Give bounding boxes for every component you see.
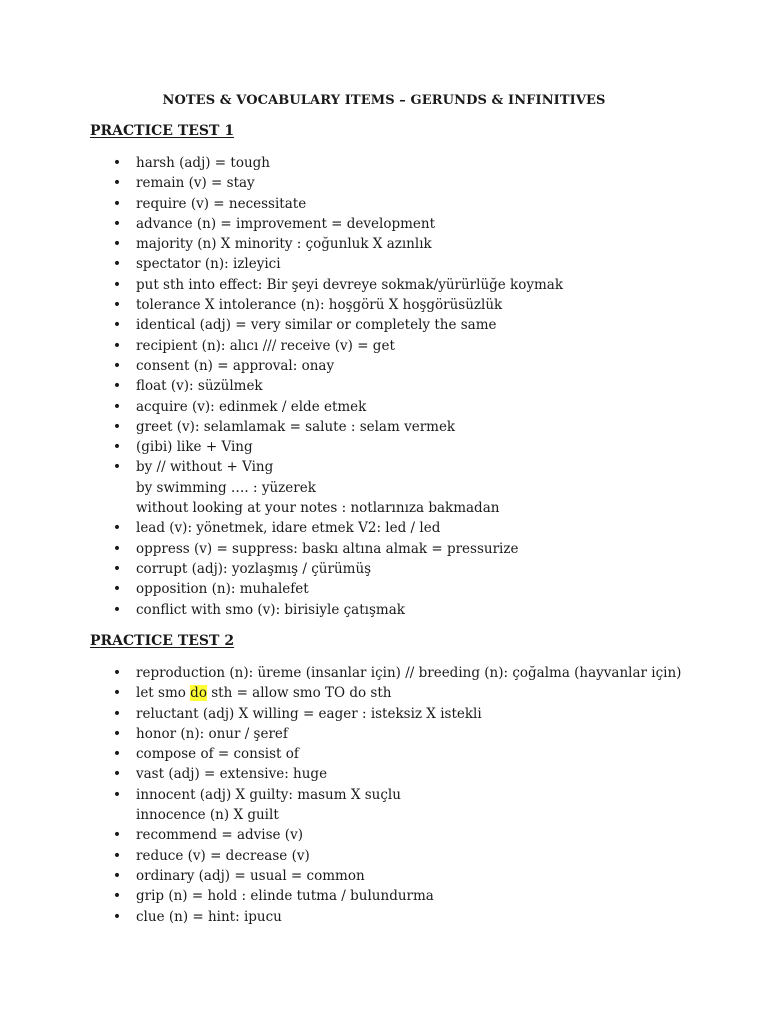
bullet-icon: • xyxy=(112,418,122,435)
vocab-text: ordinary (adj) = usual = common xyxy=(136,867,365,884)
vocab-item xyxy=(112,437,563,457)
bullet-icon: • xyxy=(112,746,122,763)
vocab-text: harsh (adj) = tough xyxy=(136,155,270,171)
vocab-item xyxy=(112,173,563,193)
vocab-item-continuation xyxy=(112,478,563,498)
bullet-icon: • xyxy=(112,337,122,354)
vocab-item xyxy=(112,600,563,620)
vocab-item xyxy=(112,153,563,173)
bullet-icon: • xyxy=(112,276,122,293)
vocab-text: innocence (n) X guilt xyxy=(136,807,279,824)
vocab-item xyxy=(112,376,563,396)
vocab-text: reluctant (adj) X willing = eager : isteksiz X istekli xyxy=(136,705,482,722)
vocab-text: consent (n) = approval: onay xyxy=(136,357,335,374)
bullet-icon: • xyxy=(112,685,122,702)
vocab-item xyxy=(112,886,681,906)
vocab-text: vast (adj) = extensive: huge xyxy=(136,766,328,783)
vocab-text: majority (n) X minority : çoğunluk X azınlık xyxy=(136,236,432,253)
bullet-icon: • xyxy=(112,766,122,783)
vocab-item xyxy=(112,214,563,234)
vocab-item xyxy=(112,234,563,254)
vocab-text: acquire (v): edinmek / elde etmek xyxy=(136,398,367,415)
bullet-icon: • xyxy=(112,297,122,314)
vocab-item xyxy=(112,825,681,845)
vocab-text: conflict with smo (v): birisiyle çatışmak xyxy=(136,601,405,618)
bullet-icon: • xyxy=(112,786,122,803)
vocab-text: recipient (n): alıcı /// receive (v) = get xyxy=(136,337,395,354)
bullet-icon: • xyxy=(112,256,122,273)
vocab-item xyxy=(112,846,681,866)
bullet-icon: • xyxy=(112,155,122,171)
vocab-list-practice-test-1 xyxy=(112,153,563,620)
bullet-icon: • xyxy=(112,847,122,864)
vocab-text: tolerance X intolerance (n): hoşgörü X hoşgörüsüzlük xyxy=(136,297,503,314)
bullet-icon: • xyxy=(112,908,122,925)
vocab-item xyxy=(112,194,563,214)
vocab-item xyxy=(112,336,563,356)
vocab-item xyxy=(112,417,563,437)
section-heading-practice-test-1: PRACTICE TEST 1 xyxy=(90,123,235,139)
bullet-icon: • xyxy=(112,725,122,742)
vocab-item xyxy=(112,907,681,927)
bullet-icon: • xyxy=(112,581,122,598)
bullet-icon: • xyxy=(112,357,122,374)
vocab-item xyxy=(112,275,563,295)
vocab-text: lead (v): yönetmek, idare etmek V2: led / led xyxy=(136,520,441,537)
vocab-text: spectator (n): izleyici xyxy=(136,256,281,273)
bullet-icon: • xyxy=(112,195,122,212)
bullet-icon: • xyxy=(112,317,122,334)
vocab-text: greet (v): selamlamak = salute : selam vermek xyxy=(136,418,456,435)
vocab-text: by // without + Ving xyxy=(136,459,274,476)
bullet-icon: • xyxy=(112,236,122,253)
vocab-item xyxy=(112,663,681,683)
vocab-text: identical (adj) = very similar or completely the same xyxy=(136,317,497,334)
section-heading-practice-test-2: PRACTICE TEST 2 xyxy=(90,633,235,649)
vocab-item xyxy=(112,559,563,579)
vocab-item xyxy=(112,579,563,599)
bullet-icon: • xyxy=(112,867,122,884)
vocab-text: put sth into effect: Bir şeyi devreye sokmak/yürürlüğe koymak xyxy=(136,276,564,293)
bullet-icon: • xyxy=(112,540,122,557)
vocab-text: reduce (v) = decrease (v) xyxy=(136,847,310,864)
bullet-icon: • xyxy=(112,520,122,537)
vocab-item-continuation xyxy=(112,498,563,518)
vocab-text: oppress (v) = suppress: baskı altına almak = pressurize xyxy=(136,540,519,557)
vocab-text: compose of = consist of xyxy=(136,746,299,763)
vocab-item xyxy=(112,254,563,274)
vocab-text: (gibi) like + Ving xyxy=(136,439,253,456)
vocab-item xyxy=(112,356,563,376)
bullet-icon: • xyxy=(112,398,122,415)
vocab-item xyxy=(112,295,563,315)
vocab-text: opposition (n): muhalefet xyxy=(136,581,309,598)
vocab-item xyxy=(112,315,563,335)
vocab-text: without looking at your notes : notlarınıza bakmadan xyxy=(136,500,500,517)
bullet-icon: • xyxy=(112,459,122,476)
vocab-item xyxy=(112,457,563,477)
vocab-item xyxy=(112,704,681,724)
vocab-text: innocent (adj) X guilty: masum X suçlu xyxy=(136,786,401,803)
bullet-icon: • xyxy=(112,601,122,618)
vocab-text: grip (n) = hold : elinde tutma / bulundurma xyxy=(136,888,434,905)
vocab-item xyxy=(112,397,563,417)
bullet-icon: • xyxy=(112,888,122,905)
document-title: NOTES & VOCABULARY ITEMS – GERUNDS & INFINITIVES xyxy=(162,93,606,108)
vocab-item xyxy=(112,764,681,784)
highlighted-text: do xyxy=(190,685,207,702)
vocab-text: recommend = advise (v) xyxy=(136,827,303,844)
vocab-item xyxy=(112,683,681,703)
bullet-icon: • xyxy=(112,560,122,577)
vocab-item xyxy=(112,744,681,764)
vocab-item-continuation xyxy=(112,805,681,825)
bullet-icon: • xyxy=(112,827,122,844)
vocab-text: clue (n) = hint: ipucu xyxy=(136,908,282,925)
vocab-item xyxy=(112,539,563,559)
vocab-text: advance (n) = improvement = development xyxy=(136,215,436,232)
vocab-text: remain (v) = stay xyxy=(136,175,255,192)
vocab-item xyxy=(112,785,681,805)
vocab-text: require (v) = necessitate xyxy=(136,195,307,212)
bullet-icon: • xyxy=(112,378,122,395)
vocab-text: honor (n): onur / şeref xyxy=(136,725,288,742)
vocab-item xyxy=(112,866,681,886)
vocab-text: corrupt (adj): yozlaşmış / çürümüş xyxy=(136,560,372,577)
vocab-text: by swimming …. : yüzerek xyxy=(136,479,316,496)
vocab-text: float (v): süzülmek xyxy=(136,378,263,395)
vocab-text: reproduction (n): üreme (insanlar için) // breeding (n): çoğalma (hayvanlar için) xyxy=(136,665,682,681)
bullet-icon: • xyxy=(112,439,122,456)
vocab-list-practice-test-2 xyxy=(112,663,681,927)
bullet-icon: • xyxy=(112,175,122,192)
vocab-item xyxy=(112,518,563,538)
bullet-icon: • xyxy=(112,705,122,722)
bullet-icon: • xyxy=(112,215,122,232)
vocab-text: let smo xyxy=(136,685,191,702)
vocab-item xyxy=(112,724,681,744)
bullet-icon: • xyxy=(112,665,122,681)
vocab-text: sth = allow smo TO do sth xyxy=(206,685,392,702)
